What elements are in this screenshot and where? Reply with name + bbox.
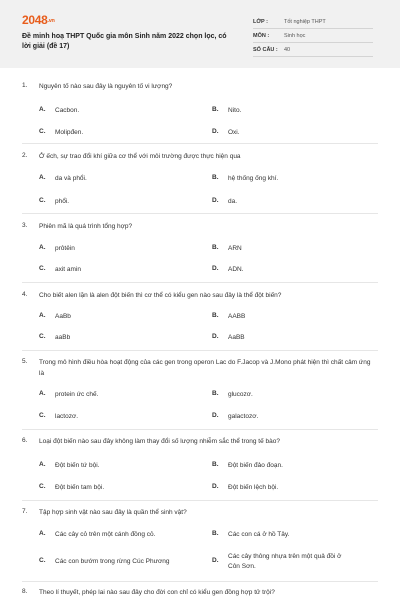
option-letter: A. bbox=[39, 461, 46, 468]
option-letter: D. bbox=[212, 197, 219, 204]
option-c[interactable]: Đột biến tam bội. bbox=[55, 484, 105, 491]
option-letter: B. bbox=[212, 530, 219, 537]
option-a[interactable]: protein ức chế. bbox=[55, 391, 99, 398]
option-b[interactable]: ARN bbox=[228, 245, 242, 252]
option-letter: C. bbox=[39, 128, 46, 135]
option-c[interactable]: lactozơ. bbox=[55, 413, 79, 420]
question-number: 7. bbox=[22, 508, 28, 515]
option-a[interactable]: Các cây cỏ trên một cánh đồng cỏ. bbox=[55, 531, 156, 538]
option-letter: C. bbox=[39, 557, 46, 564]
option-letter: C. bbox=[39, 333, 46, 340]
option-d[interactable]: galactozơ. bbox=[228, 413, 259, 420]
option-letter: B. bbox=[212, 106, 219, 113]
question-text: Ở ếch, sự trao đổi khí giữa cơ thể với môi trường được thực hiện qua bbox=[39, 153, 241, 160]
option-letter: D. bbox=[212, 333, 219, 340]
meta-row-subject bbox=[253, 30, 373, 43]
meta-row-class bbox=[253, 16, 373, 29]
option-letter: B. bbox=[212, 390, 219, 397]
site-logo[interactable] bbox=[22, 13, 55, 27]
question-text: Phiên mã là quá trình tổng hợp? bbox=[39, 223, 133, 230]
option-b[interactable]: hệ thống ống khí. bbox=[228, 175, 279, 182]
question-number: 6. bbox=[22, 437, 28, 444]
question-number: 3. bbox=[22, 222, 28, 229]
divider bbox=[22, 581, 378, 582]
option-letter: B. bbox=[212, 312, 219, 319]
option-b[interactable]: Đột biến đảo đoạn. bbox=[228, 462, 283, 469]
option-c[interactable]: aaBb bbox=[55, 334, 71, 341]
option-a[interactable]: Đột biến tứ bội. bbox=[55, 462, 100, 469]
option-a[interactable]: prôtêin bbox=[55, 245, 75, 252]
divider bbox=[22, 429, 378, 430]
meta-key: MÔN : bbox=[253, 33, 270, 39]
option-letter: C. bbox=[39, 412, 46, 419]
logo-text: 2048 bbox=[22, 13, 48, 27]
question-text: Theo lí thuyết, phép lai nào sau đây cho đời con chỉ có kiểu gen đồng hợp tử trội? bbox=[39, 589, 275, 596]
question-number: 5. bbox=[22, 358, 28, 365]
option-b[interactable]: AABB bbox=[228, 313, 246, 320]
option-d[interactable]: Các cây thông nhựa trên một quả đồi ở Côn Sơn. bbox=[228, 553, 342, 570]
meta-value: Sinh học bbox=[284, 33, 306, 39]
option-b[interactable]: glucozơ. bbox=[228, 391, 253, 398]
option-letter: A. bbox=[39, 390, 46, 397]
meta-row-question-count bbox=[253, 44, 373, 57]
option-letter: D. bbox=[212, 412, 219, 419]
option-a[interactable]: Cacbon. bbox=[55, 107, 80, 114]
divider bbox=[22, 350, 378, 351]
option-letter: B. bbox=[212, 461, 219, 468]
option-letter: A. bbox=[39, 174, 46, 181]
meta-value: Tốt nghiệp THPT bbox=[284, 19, 326, 25]
divider bbox=[22, 282, 378, 283]
option-letter: B. bbox=[212, 244, 219, 251]
question-number: 8. bbox=[22, 588, 28, 595]
option-letter: D. bbox=[212, 128, 219, 135]
option-d[interactable]: da. bbox=[228, 198, 238, 205]
option-letter: D. bbox=[212, 265, 219, 272]
divider bbox=[22, 500, 378, 501]
document-header bbox=[0, 0, 400, 68]
option-d[interactable]: Đột biến lệch bội. bbox=[228, 484, 279, 491]
option-letter: D. bbox=[212, 557, 219, 564]
option-letter: C. bbox=[39, 197, 46, 204]
option-c[interactable]: axit amin bbox=[55, 266, 82, 273]
option-letter: C. bbox=[39, 483, 46, 490]
option-letter: A. bbox=[39, 244, 46, 251]
divider bbox=[22, 213, 378, 214]
option-a[interactable]: AaBb bbox=[55, 313, 71, 320]
meta-key: SỐ CÂU : bbox=[253, 47, 278, 53]
divider bbox=[22, 143, 378, 144]
option-d[interactable]: ADN. bbox=[228, 266, 244, 273]
meta-value: 40 bbox=[284, 47, 291, 53]
option-b[interactable]: Các con cá ở hồ Tây. bbox=[228, 531, 290, 538]
option-c[interactable]: Molipđen. bbox=[55, 129, 84, 136]
option-d[interactable]: Oxi. bbox=[228, 129, 240, 136]
option-c[interactable]: phổi. bbox=[55, 198, 70, 205]
option-d[interactable]: AaBB bbox=[228, 334, 245, 341]
option-b[interactable]: Nito. bbox=[228, 107, 242, 114]
option-c[interactable]: Các con bướm trong rừng Cúc Phương bbox=[55, 558, 170, 565]
question-text: Tập hợp sinh vật nào sau đây là quần thể sinh vật? bbox=[39, 509, 187, 516]
option-letter: D. bbox=[212, 483, 219, 490]
question-number: 2. bbox=[22, 152, 28, 159]
question-number: 4. bbox=[22, 291, 28, 298]
option-letter: A. bbox=[39, 106, 46, 113]
document-title: Đề minh hoạ THPT Quốc gia môn Sinh năm 2022 chọn lọc, có lời giải (đề 17) bbox=[22, 33, 227, 50]
question-number: 1. bbox=[22, 82, 28, 89]
option-a[interactable]: da và phổi. bbox=[55, 175, 87, 182]
question-text: Loại đột biến nào sau đây không làm thay đổi số lượng nhiễm sắc thể trong tế bào? bbox=[39, 438, 280, 445]
meta-key: LỚP : bbox=[253, 19, 268, 25]
option-letter: B. bbox=[212, 174, 219, 181]
question-text: Cho biết alen lặn là alen đột biến thì cơ thể có kiểu gen nào sau đây là thể đột biến? bbox=[39, 292, 282, 299]
logo-suffix: .vn bbox=[47, 17, 55, 24]
question-text: Nguyên tố nào sau đây là nguyên tố vi lượng? bbox=[39, 83, 173, 90]
option-letter: C. bbox=[39, 265, 46, 272]
question-text: Trong mô hình điều hòa hoạt động của các gen trong operon Lac do F.Jacop và J.Mono phát hiện thì chất cảm ứng là bbox=[39, 359, 371, 377]
option-letter: A. bbox=[39, 312, 46, 319]
option-letter: A. bbox=[39, 530, 46, 537]
